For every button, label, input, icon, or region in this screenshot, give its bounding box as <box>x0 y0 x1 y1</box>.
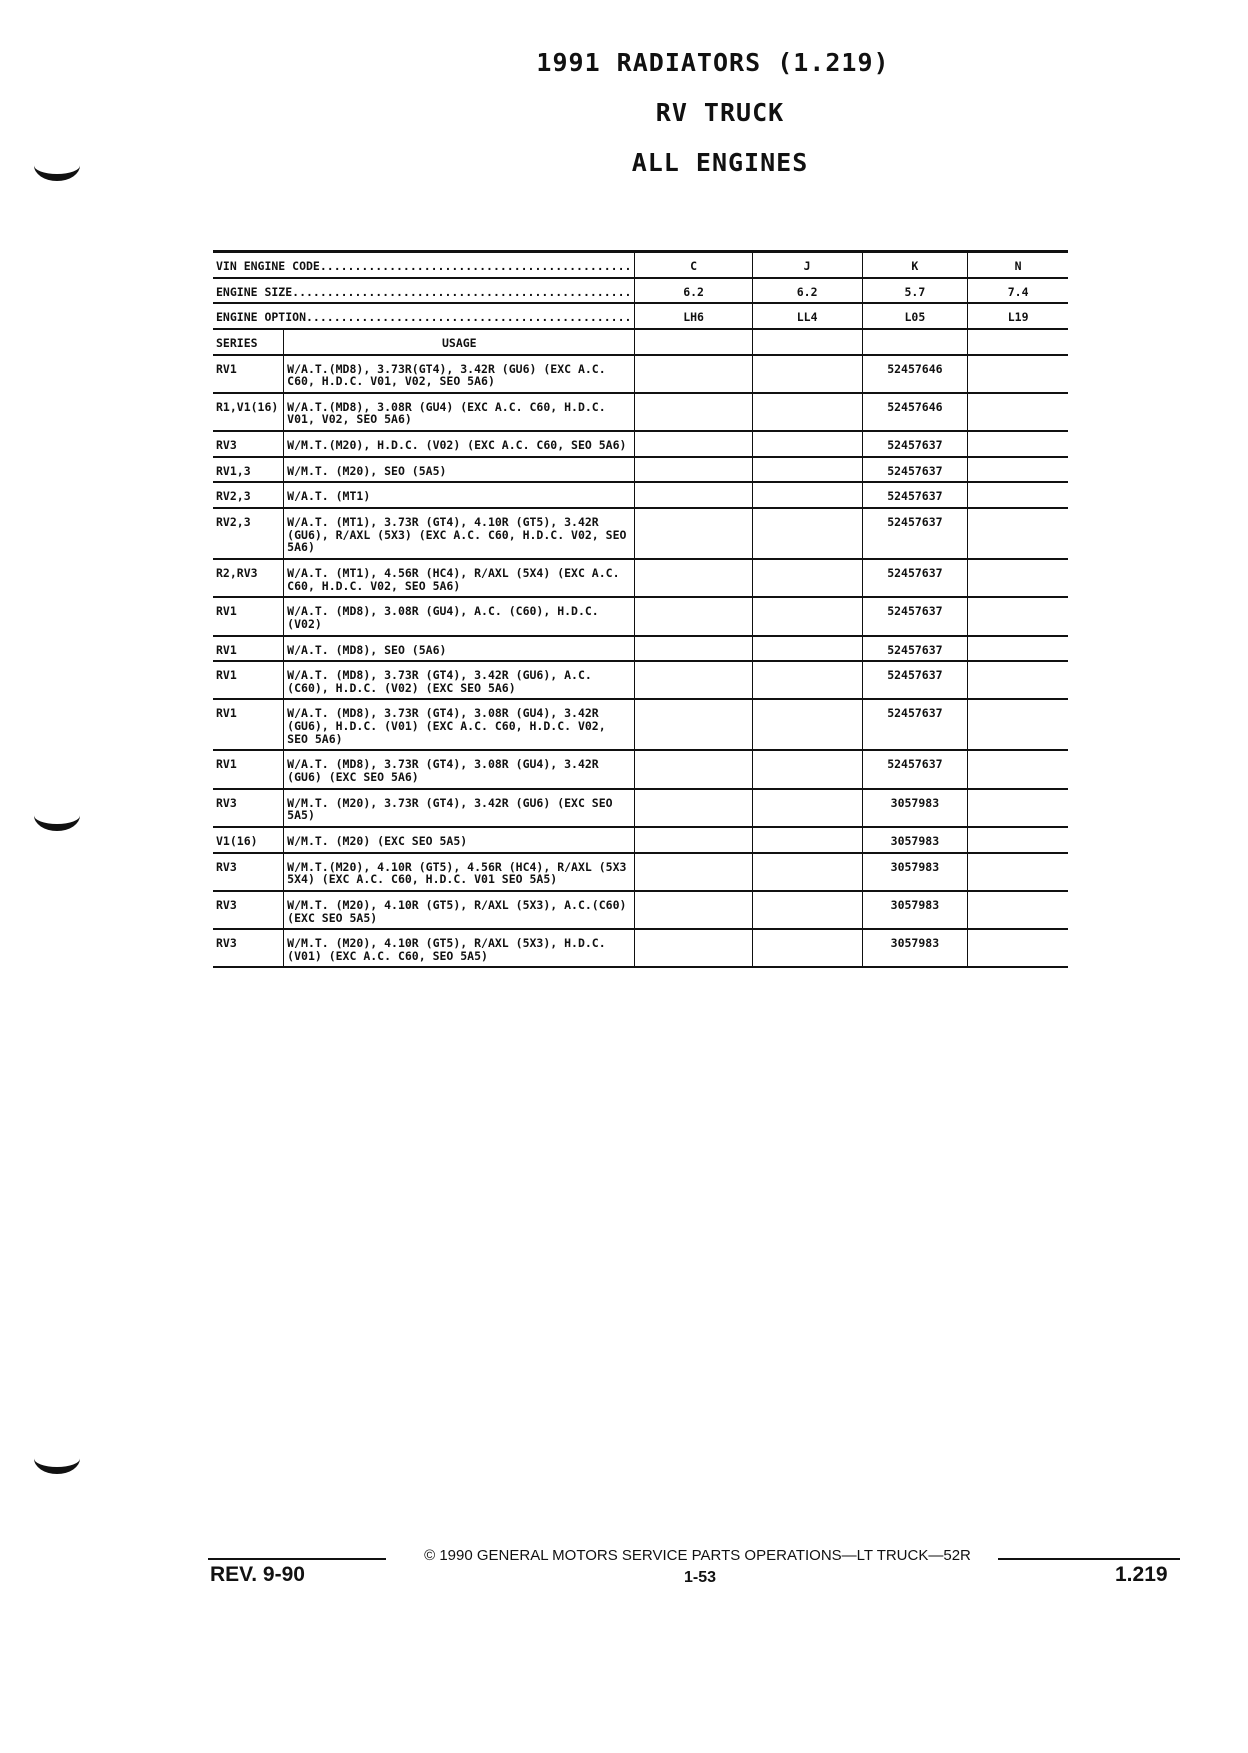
part-number-cell <box>752 929 862 967</box>
part-number-cell <box>635 393 752 431</box>
series-cell: RV3 <box>213 789 284 827</box>
usage-cell: W/M.T. (M20) (EXC SEO 5A5) <box>284 827 635 853</box>
part-number-cell <box>635 508 752 559</box>
part-number-cell <box>968 355 1068 393</box>
part-number-cell <box>968 929 1068 967</box>
part-number-cell <box>635 597 752 635</box>
part-number-cell <box>635 482 752 508</box>
series-cell: RV3 <box>213 929 284 967</box>
usage-cell: W/M.T. (M20), 4.10R (GT5), R/AXL (5X3), H.D.C. (V01) (EXC A.C. C60, SEO 5A5) <box>284 929 635 967</box>
part-number-cell <box>968 431 1068 457</box>
series-header: SERIES <box>213 329 284 355</box>
part-number-cell: 3057983 <box>862 853 968 891</box>
series-cell: RV1,3 <box>213 457 284 483</box>
vin-code-cell: C <box>635 252 752 278</box>
usage-cell: W/A.T. (MT1), 3.73R (GT4), 4.10R (GT5), 3.42R (GU6), R/AXL (5X3) (EXC A.C. C60, H.D.C. V02, SEO 5A6) <box>284 508 635 559</box>
part-number-cell <box>635 457 752 483</box>
vin-engine-code-label: VIN ENGINE CODE............................................. <box>213 252 635 278</box>
radiator-parts-table <box>213 250 1068 968</box>
engine-option-cell: LH6 <box>635 303 752 329</box>
part-number-cell <box>968 827 1068 853</box>
part-number-cell <box>635 559 752 597</box>
series-cell: RV2,3 <box>213 508 284 559</box>
usage-cell: W/A.T. (MD8), SEO (5A6) <box>284 636 635 662</box>
series-cell: RV1 <box>213 699 284 750</box>
part-number-cell <box>635 699 752 750</box>
part-number-cell <box>635 929 752 967</box>
series-cell: V1(16) <box>213 827 284 853</box>
table-row <box>213 508 1068 559</box>
usage-cell: W/M.T. (M20), SEO (5A5) <box>284 457 635 483</box>
engine-option-cell: L05 <box>862 303 968 329</box>
usage-cell: W/A.T. (MD8), 3.08R (GU4), A.C. (C60), H.D.C. (V02) <box>284 597 635 635</box>
part-number-cell <box>752 789 862 827</box>
binder-hole-mark <box>34 1443 80 1474</box>
part-number-cell <box>968 661 1068 699</box>
part-number-cell <box>635 750 752 788</box>
part-number-cell <box>968 393 1068 431</box>
engine-option-label: ENGINE OPTION............................................... <box>213 303 635 329</box>
part-number-cell <box>968 789 1068 827</box>
part-number-cell: 3057983 <box>862 789 968 827</box>
part-number-cell <box>968 636 1068 662</box>
part-number-cell <box>635 789 752 827</box>
series-cell: RV3 <box>213 431 284 457</box>
part-number-cell: 3057983 <box>862 929 968 967</box>
footer-copyright: © 1990 GENERAL MOTORS SERVICE PARTS OPERATIONS—LT TRUCK—52R <box>424 1547 971 1564</box>
table-row <box>213 929 1068 967</box>
table-row <box>213 457 1068 483</box>
vin-code-cell: K <box>862 252 968 278</box>
series-cell: RV3 <box>213 853 284 891</box>
footer-section-number: 1.219 <box>1115 1563 1168 1586</box>
part-number-cell <box>752 508 862 559</box>
part-number-cell <box>968 699 1068 750</box>
engine-option-cell: L19 <box>968 303 1068 329</box>
part-number-cell <box>968 457 1068 483</box>
vin-code-cell: N <box>968 252 1068 278</box>
table-row <box>213 431 1068 457</box>
part-number-cell: 3057983 <box>862 891 968 929</box>
part-number-cell <box>968 482 1068 508</box>
part-number-cell <box>635 661 752 699</box>
part-number-cell <box>968 559 1068 597</box>
part-number-cell <box>968 597 1068 635</box>
series-cell: RV1 <box>213 661 284 699</box>
vin-engine-code-row <box>213 252 1068 278</box>
usage-header: USAGE <box>284 329 635 355</box>
part-number-cell <box>752 482 862 508</box>
usage-cell: W/A.T. (MT1), 4.56R (HC4), R/AXL (5X4) (EXC A.C. C60, H.D.C. V02, SEO 5A6) <box>284 559 635 597</box>
part-number-cell: 52457646 <box>862 355 968 393</box>
part-number-cell <box>752 750 862 788</box>
part-number-cell <box>635 827 752 853</box>
series-cell: RV1 <box>213 597 284 635</box>
page-subtitle-vehicle: RV TRUCK <box>655 98 785 127</box>
table-row <box>213 482 1068 508</box>
engine-option-cell: LL4 <box>752 303 862 329</box>
table-row <box>213 853 1068 891</box>
part-number-cell <box>968 750 1068 788</box>
footer-revision: REV. 9-90 <box>210 1563 305 1586</box>
part-number-cell <box>968 508 1068 559</box>
usage-cell: W/M.T. (M20), 3.73R (GT4), 3.42R (GU6) (EXC SEO 5A5) <box>284 789 635 827</box>
part-number-cell: 3057983 <box>862 827 968 853</box>
part-number-cell: 52457637 <box>862 636 968 662</box>
engine-size-row <box>213 278 1068 304</box>
part-number-cell: 52457637 <box>862 508 968 559</box>
table-row <box>213 789 1068 827</box>
part-number-cell <box>752 559 862 597</box>
table-row <box>213 355 1068 393</box>
part-number-cell: 52457646 <box>862 393 968 431</box>
part-number-cell: 52457637 <box>862 431 968 457</box>
series-cell: RV1 <box>213 750 284 788</box>
part-number-cell <box>635 891 752 929</box>
part-number-cell <box>752 393 862 431</box>
table-row <box>213 559 1068 597</box>
usage-cell: W/A.T. (MD8), 3.73R (GT4), 3.42R (GU6), A.C. (C60), H.D.C. (V02) (EXC SEO 5A6) <box>284 661 635 699</box>
engine-size-cell: 6.2 <box>635 278 752 304</box>
engine-option-row <box>213 303 1068 329</box>
part-number-cell <box>635 636 752 662</box>
table-row <box>213 636 1068 662</box>
table-row <box>213 750 1068 788</box>
part-number-cell: 52457637 <box>862 482 968 508</box>
part-number-cell <box>752 355 862 393</box>
table-row <box>213 827 1068 853</box>
usage-cell: W/M.T. (M20), 4.10R (GT5), R/AXL (5X3), A.C.(C60) (EXC SEO 5A5) <box>284 891 635 929</box>
table-row <box>213 393 1068 431</box>
footer-page-number: 1-53 <box>683 1569 717 1586</box>
series-cell: RV3 <box>213 891 284 929</box>
usage-cell: W/M.T.(M20), 4.10R (GT5), 4.56R (HC4), R/AXL (5X3 5X4) (EXC A.C. C60, H.D.C. V01 SEO 5A5) <box>284 853 635 891</box>
part-number-cell: 52457637 <box>862 661 968 699</box>
series-cell: RV2,3 <box>213 482 284 508</box>
part-number-cell: 52457637 <box>862 559 968 597</box>
usage-cell: W/A.T.(MD8), 3.08R (GU4) (EXC A.C. C60, H.D.C. V01, V02, SEO 5A6) <box>284 393 635 431</box>
column-header-row <box>213 329 1068 355</box>
part-number-cell <box>752 699 862 750</box>
footer-rule-right <box>998 1558 1180 1560</box>
page-title: 1991 RADIATORS (1.219) <box>536 48 890 77</box>
table-row <box>213 597 1068 635</box>
engine-size-cell: 6.2 <box>752 278 862 304</box>
part-number-cell <box>752 853 862 891</box>
series-cell: RV1 <box>213 355 284 393</box>
part-number-cell: 52457637 <box>862 699 968 750</box>
binder-hole-mark <box>34 800 80 831</box>
part-number-cell <box>752 827 862 853</box>
part-number-cell <box>752 891 862 929</box>
usage-cell: W/M.T.(M20), H.D.C. (V02) (EXC A.C. C60, SEO 5A6) <box>284 431 635 457</box>
usage-cell: W/A.T. (MD8), 3.73R (GT4), 3.08R (GU4), 3.42R (GU6), H.D.C. (V01) (EXC A.C. C60, H.D.C. V02, SEO 5A6) <box>284 699 635 750</box>
part-number-cell <box>752 431 862 457</box>
usage-cell: W/A.T. (MT1) <box>284 482 635 508</box>
part-number-cell: 52457637 <box>862 457 968 483</box>
series-cell: R1,V1(16) <box>213 393 284 431</box>
engine-size-cell: 7.4 <box>968 278 1068 304</box>
series-cell: R2,RV3 <box>213 559 284 597</box>
usage-cell: W/A.T. (MD8), 3.73R (GT4), 3.08R (GU4), 3.42R (GU6) (EXC SEO 5A6) <box>284 750 635 788</box>
page-subtitle-engines: ALL ENGINES <box>631 148 809 177</box>
part-number-cell <box>635 853 752 891</box>
part-number-cell: 52457637 <box>862 750 968 788</box>
part-number-cell: 52457637 <box>862 597 968 635</box>
binder-hole-mark <box>34 150 80 181</box>
vin-code-cell: J <box>752 252 862 278</box>
series-cell: RV1 <box>213 636 284 662</box>
table-row <box>213 699 1068 750</box>
part-number-cell <box>635 355 752 393</box>
part-number-cell <box>752 457 862 483</box>
footer-rule-left <box>208 1558 386 1560</box>
part-number-cell <box>635 431 752 457</box>
engine-size-label: ENGINE SIZE................................................. <box>213 278 635 304</box>
table-row <box>213 661 1068 699</box>
part-number-cell <box>968 853 1068 891</box>
table-row <box>213 891 1068 929</box>
usage-cell: W/A.T.(MD8), 3.73R(GT4), 3.42R (GU6) (EXC A.C. C60, H.D.C. V01, V02, SEO 5A6) <box>284 355 635 393</box>
part-number-cell <box>752 661 862 699</box>
engine-size-cell: 5.7 <box>862 278 968 304</box>
part-number-cell <box>752 597 862 635</box>
part-number-cell <box>968 891 1068 929</box>
part-number-cell <box>752 636 862 662</box>
